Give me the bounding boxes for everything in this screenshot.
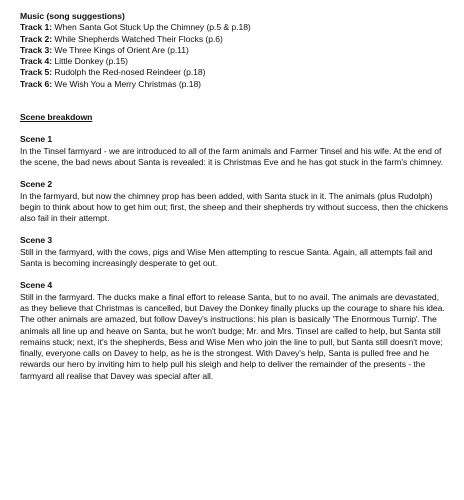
track-list bbox=[20, 22, 458, 90]
track-title: We Wish You a Merry Christmas (p.18) bbox=[52, 78, 201, 89]
scene-heading: Scene 2 bbox=[20, 179, 53, 190]
track-item bbox=[20, 56, 458, 67]
track-label: Track 5: bbox=[20, 67, 53, 78]
track-label: Track 1: bbox=[20, 22, 53, 33]
document-page bbox=[20, 11, 458, 382]
track-item bbox=[20, 22, 458, 33]
track-label: Track 2: bbox=[20, 33, 53, 44]
scene-section bbox=[20, 179, 458, 224]
scene-description: In the farmyard, but now the chimney prop has been added, with Santa stuck in it. The animals (plus Rudolph) begin to think about how to get him out; first, the sheep and their shepherds try without success, then the chickens also fail in their attempt. bbox=[20, 190, 448, 224]
track-item bbox=[20, 45, 458, 56]
track-title: Rudolph the Red-nosed Reindeer (p.18) bbox=[52, 67, 206, 78]
scene-description: In the Tinsel farmyard - we are introduced to all of the farm animals and Farmer Tinsel and his wife. At the end of the scene, the bad news about Santa is revealed: it is Christmas Eve and he has got stuck in the farm's chimney. bbox=[20, 145, 443, 167]
track-item bbox=[20, 67, 458, 78]
track-title: When Santa Got Stuck Up the Chimney (p.5 & p.18) bbox=[52, 22, 251, 33]
music-heading: Music (song suggestions) bbox=[20, 11, 125, 21]
scene-heading: Scene 3 bbox=[20, 235, 53, 246]
track-label: Track 6: bbox=[20, 78, 53, 89]
scene-description: Still in the farmyard. The ducks make a final effort to release Santa, but to no avail. The animals are devastated, as they believe that Christmas is cancelled, but Davey the Donkey finally plucks up the courage to share his idea. The other animals are amazed, but follow Davey's instructions: his plan is basically 'The Enormous Turnip'. The animals all line up and heave on Santa, but he won't budge; Mr. and Mrs. Tinsel are called to help, but Santa still remains stuck; next, it's the shepherds, Bess and Wise Men who join the line to pull, but Santa still doesn't move; finally, everyone calls on Davey to help, as he is the strongest. With Davey's help, Santa is pulled free and he rewards our hero by inviting him to help pull his sleigh and help to deliver the remainder of the presents - the farmyard all realise that Davey was special after all. bbox=[20, 291, 445, 381]
scene-heading: Scene 4 bbox=[20, 280, 53, 291]
track-title: Little Donkey (p.15) bbox=[52, 56, 128, 67]
scene-section bbox=[20, 134, 458, 168]
scene-section bbox=[20, 280, 458, 382]
track-label: Track 4: bbox=[20, 56, 53, 67]
track-item bbox=[20, 34, 458, 45]
scene-breakdown-heading: Scene breakdown bbox=[20, 112, 93, 123]
track-label: Track 3: bbox=[20, 44, 53, 55]
track-item bbox=[20, 79, 458, 90]
track-title: While Shepherds Watched Their Flocks (p.6) bbox=[52, 33, 223, 44]
scene-description: Still in the farmyard, with the cows, pigs and Wise Men attempting to rescue Santa. Again, all attempts fail and Santa is becoming increasingly desperate to get out. bbox=[20, 246, 433, 269]
scene-heading: Scene 1 bbox=[20, 134, 53, 145]
track-title: We Three Kings of Orient Are (p.11) bbox=[52, 44, 189, 55]
scene-section bbox=[20, 235, 458, 269]
